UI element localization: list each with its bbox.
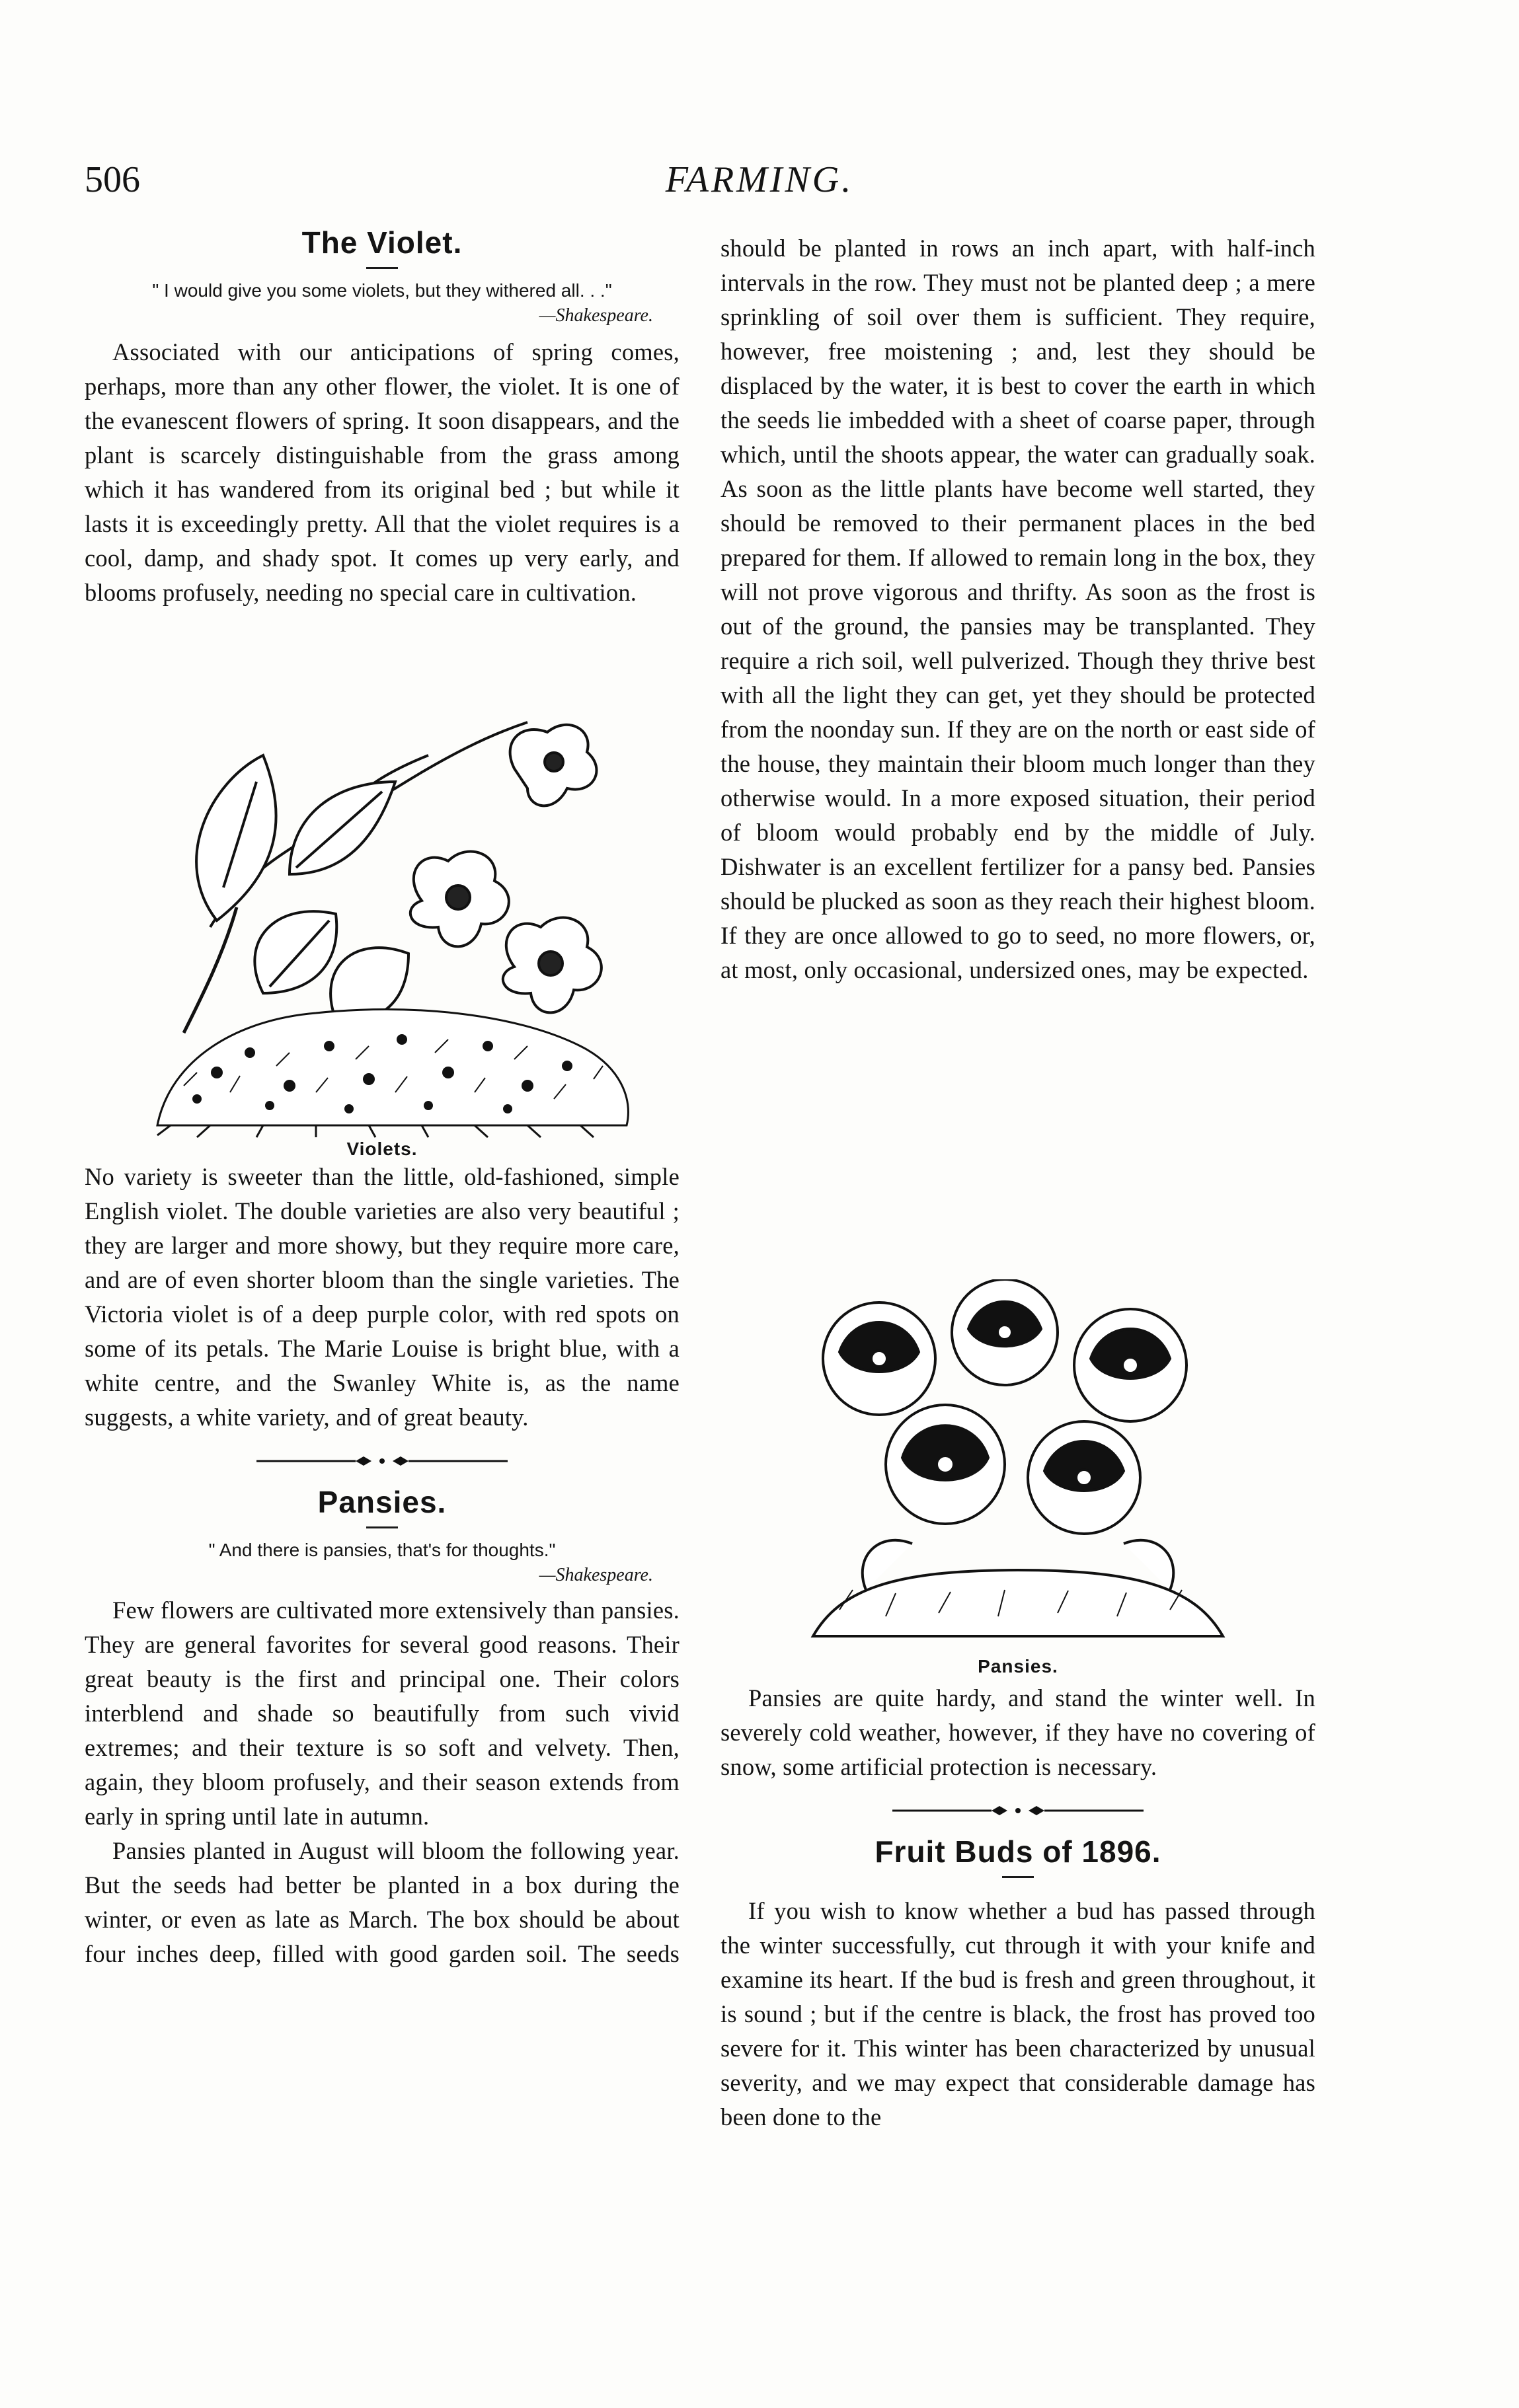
fruit-buds-paragraph-1: If you wish to know whether a bud has passed through the winter successfully, cut through it with your knife and examine its heart. If the bud is fresh and green throughout, it is sound ; but if the centre is black, the frost has proved too severe for it. This winter has been characterized by unusual severity, and we may expect that considerable damage has been done to the (721, 1897, 1315, 2130)
violets-engraving (118, 623, 646, 1139)
running-head: FARMING. (665, 159, 854, 200)
pansies-title: Pansies. (317, 1485, 447, 1519)
epigraph-quote: " And there is pansies, that's for thoughts." (208, 1540, 556, 1560)
pansies-epigraph (85, 1538, 680, 1588)
pansies-caption: Pansies. (978, 1656, 1058, 1676)
pansies-paragraph-3: Pansies are quite hardy, and stand the winter well. In severely cold weather, however, if they have no covering of snow, some artificial protection is necessary. (721, 1684, 1315, 1780)
violets-caption: Violets. (346, 1139, 418, 1159)
violet-title: The Violet. (301, 225, 463, 260)
title-rule (366, 267, 398, 269)
right-column (721, 231, 1315, 2134)
pansies-paragraph-2-continued-text: should be planted in rows an inch apart, with half-inch intervals in the row. They must not be planted deep ; a mere sprinkling of soil over them is sufficient. They require, however, free moistening ; and, lest they should be displaced by the water, it is best to cover the earth in which the seeds lie imbedded with a sheet of coarse paper, through which, until the shoots appear, the water can gradually soak. As soon as the little plants have become well started, they should be removed to their permanent places in the bed prepared for them. If allowed to remain long in the box, they will not prove vigorous and thrifty. As soon as the frost is out of the ground, the pansies may be transplanted. They require a rich soil, well pulverized. Though they thrive best with all the light they can get, yet they should be protected from the noonday sun. If they are on the north or east side of the house, they maintain their bloom much longer than they otherwise would. In a more exposed situation, their period of bloom would probably end by the middle of July. Dishwater is an excellent fertilizer for a pansy bed. Pansies should be plucked as soon as they reach their highest bloom. If they are once allowed to go to seed, no more flowers, or, at most, only occasional, undersized ones, may be expected. (721, 235, 1315, 983)
pansies-engraving (787, 1279, 1249, 1649)
page-header (0, 159, 1519, 211)
violet-paragraph-2: No variety is sweeter than the little, old-fashioned, simple English violet. The double varieties are also very beautiful ; they are larger and more showy, but they require more care, and are of even shorter bloom than the single varieties. The Victoria violet is of a deep purple color, with red spots on some of its petals. The Marie Louise is bright blue, with a white centre, and the Swanley White is, as the name suggests, a white variety, and of great beauty. (85, 1163, 680, 1431)
pansies-paragraph-2: Pansies planted in August will bloom the following year. But the seeds had better be planted in a box during the winter, or even as late as March. The box should be about four inches deep, filled with good garden soil. The seeds (85, 1837, 680, 1967)
pansies-paragraph-2-continued (721, 231, 1315, 1260)
pansies-paragraph-1: Few flowers are cultivated more extensively than pansies. They are general favorites for several good reasons. Their great beauty is the first and principal one. Their colors interblend and shade so beautifully from such vivid extremes; and their texture is so soft and velvety. Then, again, they bloom profusely, and their season extends from early in spring until late in autumn. (85, 1597, 680, 1830)
title-rule (1002, 1876, 1034, 1878)
epigraph-quote: " I would give you some violets, but they withered all. . ." (152, 280, 612, 301)
fruit-buds-title: Fruit Buds of 1896. (875, 1834, 1161, 1869)
epigraph-attribution: —Shakespeare. (539, 305, 653, 326)
violet-epigraph (85, 278, 680, 328)
violet-paragraph-1: Associated with our anticipations of spring comes, perhaps, more than any other flower, the violet. It is one of the evanescent flowers of spring. It soon disappears, and the plant is scarcely distinguishable from the grass among which it has wandered from its original bed ; but while it lasts it is exceedingly pretty. All that the violet requires is a cool, damp, and shady spot. It comes up very early, and blooms profusely, needing no special care in cultivation. (85, 338, 680, 606)
left-column (85, 225, 680, 1971)
pansies-illustration (787, 1279, 1249, 1649)
page-number: 506 (85, 159, 140, 200)
title-rule (366, 1526, 398, 1528)
violets-illustration (118, 623, 646, 1139)
section-ornament (721, 1804, 1315, 1821)
epigraph-attribution: —Shakespeare. (539, 1565, 653, 1585)
section-ornament (85, 1454, 680, 1471)
